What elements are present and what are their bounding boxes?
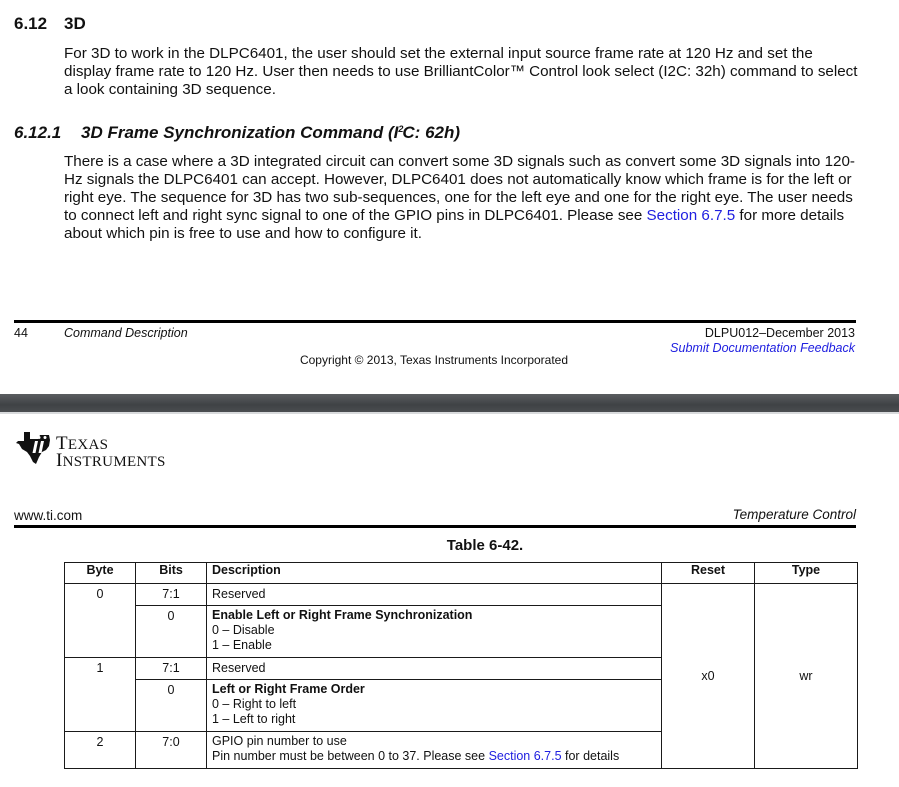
cell-byte: 2 bbox=[65, 732, 136, 769]
cell-bits: 7:1 bbox=[136, 658, 207, 680]
cell-byte: 1 bbox=[65, 658, 136, 732]
col-header-bits: Bits bbox=[136, 563, 207, 584]
subsection-title-post: C: 62h) bbox=[402, 123, 461, 142]
cell-description bbox=[207, 606, 662, 658]
header-url[interactable]: www.ti.com bbox=[14, 508, 83, 523]
subsection-title-pre: 3D Frame Synchronization Command (I bbox=[81, 123, 399, 142]
cell-bits: 0 bbox=[136, 606, 207, 658]
paragraph-3d-intro: For 3D to work in the DLPC6401, the user should set the external input source frame rate at 120 Hz and set the display frame rate to 120 Hz. User then needs to use BrilliantColor™ Control look select (I2C: 32h) command to select a look containing 3D sequence. bbox=[64, 45, 858, 98]
description-option: 0 – Disable bbox=[212, 623, 275, 637]
description-title: Enable Left or Right Frame Synchronization bbox=[212, 608, 473, 622]
paragraph-frame-sync bbox=[64, 153, 864, 243]
cell-description: Reserved bbox=[207, 584, 662, 606]
col-header-reset: Reset bbox=[662, 563, 755, 584]
ti-wordmark bbox=[56, 433, 166, 471]
cell-description: Reserved bbox=[207, 658, 662, 680]
description-title: Left or Right Frame Order bbox=[212, 682, 365, 696]
page-separator bbox=[0, 394, 899, 412]
cell-description bbox=[207, 680, 662, 732]
page-separator-edge bbox=[0, 412, 899, 414]
col-header-type: Type bbox=[755, 563, 858, 584]
col-header-byte: Byte bbox=[65, 563, 136, 584]
header-section-name: Temperature Control bbox=[732, 507, 856, 522]
col-header-description: Description bbox=[207, 563, 662, 584]
description-option: 0 – Right to left bbox=[212, 697, 297, 711]
description-option: 1 – Enable bbox=[212, 638, 272, 652]
subsection-heading bbox=[14, 123, 460, 143]
table-row bbox=[65, 584, 858, 606]
register-table bbox=[64, 562, 858, 769]
cell-bits: 0 bbox=[136, 680, 207, 732]
cell-bits: 7:1 bbox=[136, 584, 207, 606]
description-detail: Pin number must be between 0 to 37. Please see Section 6.7.5 for details bbox=[212, 749, 620, 763]
paragraph-text-end: for more details about which pin is free to use and how to configure it. bbox=[64, 207, 845, 242]
section-link[interactable]: Section 6.7.5 bbox=[488, 749, 562, 763]
page-number: 44 bbox=[14, 326, 28, 340]
paragraph-text: There is a case where a 3D integrated circuit can convert some 3D signals such as convert some 3D signals into 120-Hz signals the DLPC6401 can accept. However, DLPC6401 does not automatically know which frame is for the left or right eye. The sequence for 3D has two sub-sequences, one for the left eye and one for the right eye. The user needs to connect left and right sync signal to one of the GPIO pins in DLPC6401. Please see bbox=[64, 153, 855, 224]
cell-description bbox=[207, 732, 662, 769]
cell-byte: 0 bbox=[65, 584, 136, 658]
footer-rule bbox=[14, 320, 856, 323]
cell-type: wr bbox=[755, 584, 858, 769]
doc-id: DLPU012–December 2013 bbox=[704, 326, 855, 340]
section-title: 3D bbox=[64, 14, 86, 33]
section-number: 6.12 bbox=[14, 14, 48, 33]
header-rule bbox=[14, 525, 856, 528]
ti-wordmark-line2: INSTRUMENTS bbox=[56, 450, 166, 471]
table-header-row bbox=[65, 563, 858, 584]
subsection-title-sup: 2 bbox=[398, 124, 404, 134]
subsection-number: 6.12.1 bbox=[14, 123, 62, 142]
description-option: 1 – Left to right bbox=[212, 712, 296, 726]
cell-bits: 7:0 bbox=[136, 732, 207, 769]
description-title: GPIO pin number to use bbox=[212, 734, 347, 748]
section-link[interactable]: Section 6.7.5 bbox=[646, 207, 736, 224]
copyright: Copyright © 2013, Texas Instruments Incorporated bbox=[299, 353, 569, 367]
ti-logo-icon bbox=[16, 432, 52, 466]
footer-section-name: Command Description bbox=[64, 326, 188, 340]
table-caption: Table 6-42. bbox=[446, 537, 524, 554]
section-heading bbox=[14, 14, 86, 34]
ti-wordmark-line1: TEXAS bbox=[56, 433, 109, 454]
cell-reset: x0 bbox=[662, 584, 755, 769]
submit-feedback-link[interactable]: Submit Documentation Feedback bbox=[670, 341, 855, 355]
